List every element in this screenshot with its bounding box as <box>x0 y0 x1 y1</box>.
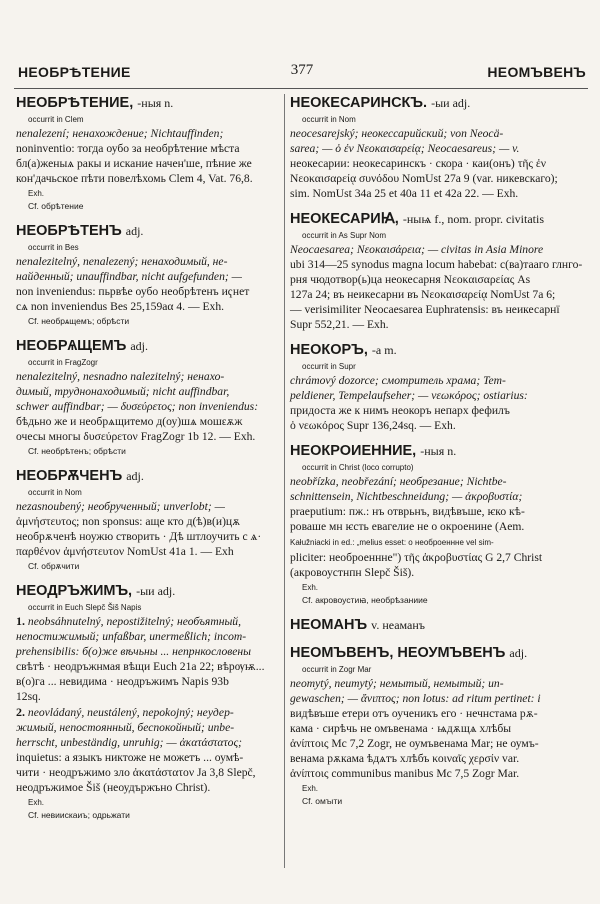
running-head-left: НЕОБРѢТЕНИЕ <box>18 64 131 80</box>
occurrence-note: occurrit in Bes <box>28 243 79 252</box>
headword: НЕОДРЪЖИМЪ, -ыи adj. <box>16 583 176 599</box>
sense-number: 1. <box>16 614 25 628</box>
cross-reference: Cf. необрѣтенъ; обрѣсти <box>28 446 126 456</box>
headword: НЕОБРѢТЕНЪ adj. <box>16 223 144 239</box>
entry-neokor <box>290 341 588 433</box>
entry-neobrestem <box>16 337 286 458</box>
entry-neokesaria <box>290 210 588 332</box>
page-number: 377 <box>290 62 314 78</box>
entry-neobreten <box>16 222 286 328</box>
headword: НЕОБРѢТЕНИЕ, -ныя n. <box>16 95 174 111</box>
occurrence-note: occurrit in Nom <box>28 488 82 497</box>
definition: neocesarejský; неокессарийский; von Neocä- sarea; — ὁ ἐν Νεοκαισαρείᾳ; Neocaesareus; — v. неокесарии: неокесаринскъ · скора · каи(онъ) τῆς ἐν Νεοκαισαρείᾳ συνόδου NomUst 27a 9 (var. никевскаго); sim. NomUst 34a 25 et 40a 11 et 42a 22. — Exh. <box>290 127 558 200</box>
running-head-right: НЕОМЪВЕНЪ <box>487 64 586 80</box>
cross-reference: Cf. необрѧщемъ; обрѣсти <box>28 316 130 326</box>
cross-reference: Cf. обрѫчити <box>28 561 80 571</box>
headword: НЕОКЕСАРИНСКЪ. -ыи adj. <box>290 95 471 111</box>
exhaustive-mark: Exh. <box>302 784 319 793</box>
definition: neobřízka, neobřezání; необрезание; Nichtbe- schnittensein, Nichtbeschneidung; — ἀκροβυστία; praeputium: пж.: нъ отврьнъ, видѣвъше, ѥко кѣ- роваше мн ѥсть евагелие не о окроенине (Aem. Kałužniacki in ed.: „melius esset: о необроеннне vel sim- pliciter: необроеннне") τῆς ἀκροβυστίας G 2,7 Christ (акровоустнпн Slepč Šiš). <box>290 475 543 579</box>
definition: nenalezení; ненахождение; Nichtauffinden; noninventio: тогда оубо за необрѣтение мѣста бл(а)женыѧ ракы и искание начен'ше, пѣние же кон'дачьское пѣти повелѣхомь Clem 4, Vat. 76,8. <box>16 127 253 185</box>
definition: neomytý, neumytý; немытый, немытый; un- gewaschen; — ἄνιπτος; non lotus: ad ritum pertinet: і видѣвъше етери отъ оученикъ его · нечнстама рѫ- кама · сирѣчь не омъвенама · ѩдѫщѧ хлѣбы ἀνίπτοις Mc 7,2 Zogr, не оумъвенама Mar; не оумъ- венама рѫкама ѣдѧтъ хлѣбъ κοιναῖς χερσίν var. ἀνίπτοις communibus manibus Mc 7,5 Zogr Mar. <box>290 677 541 780</box>
headword: НЕОМЪВЕНЪ, НЕОУМЪВЕНЪ adj. <box>290 645 528 661</box>
cross-reference: Cf. невиискаиъ; одрьжати <box>28 810 130 820</box>
headword: НЕОКРОИЕННИЕ, -ныя n. <box>290 443 457 459</box>
sense-1: 1. neobsáhnutelný, nepostižitelný; необъятный, непостижимый; unfaßbar, unermeßlich; incom- prehensibilis: б(о)жe вѣчьны ... непрнкословены свѣтѣ · неодръжнмая вѣщи Euch 21a 22; вѣрѹѭ... в(о)га ... невидима · неодръжимъ Napis 93b 12sq. <box>16 614 265 703</box>
entry-neobretenie <box>16 94 286 213</box>
entry-neomoven <box>290 644 588 808</box>
entry-neokesarinsk <box>290 94 588 201</box>
entry-neoman <box>290 616 588 635</box>
running-head <box>18 62 586 86</box>
entry-neodrzim <box>16 582 286 822</box>
right-column <box>290 94 588 817</box>
cross-reference: Cf. обрѣтение <box>28 201 84 211</box>
definition: nezasnoubený; необрученный; unverlobt; — ἀμνήστευτος; non sponsus: аще кто д(ѣ)в(и)цѫ необрѫченѣ ноужю створить · Дѣ штлоучить с ѧ· παρθένον ἀμνήστευτον NomUst 41a 1. — Exh <box>16 500 262 558</box>
exhaustive-mark: Exh. <box>28 798 45 807</box>
definition: nenalezitelný, nenalezený; ненаходимый, не- найденный; unauffindbar, nicht aufgefunden; — non inveniendus: пьрвѣе оубо необрѣтенъ иҁнет сѧ non inveniendus Bes 25,159aα 4. — Exh. <box>16 255 250 313</box>
sense-number: 2. <box>16 705 25 719</box>
cross-reference: Cf. акровоустиꙗ, необрѣзаниие <box>302 595 428 605</box>
definition: Neocaesarea; Νεοκαισάρεια; — civitas in Asia Minore ubi 314—25 synodus magna locum habebat: с(ва)тааго глнго- рня чюдотвор(ь)ца неокесарня Νεοκαισαρείας As 127a 24; въ неикесарни въ Νεοκαισαρείᾳ NomUst 7a 6; — verisimiliter Neocaesarea Euphratensis: въ неикесарнї Supr 552,21. — Exh. <box>290 243 583 331</box>
header-rule <box>14 88 588 89</box>
headword: НЕОКЕСАРИꙖ, -ныѩ f., nom. propr. civitatis <box>290 211 544 227</box>
occurrence-note: occurrit in Euch Slepč Šiš Napis <box>28 603 142 612</box>
occurrence-note: occurrit in Clem <box>28 115 84 124</box>
headword: НЕОБРѦЩЕМЪ adj. <box>16 338 149 354</box>
headword: НЕОБРѪЧЕНЪ adj. <box>16 468 144 484</box>
entry-neobrucen <box>16 467 286 573</box>
occurrence-note: occurrit in Nom <box>302 115 356 124</box>
cross-reference: Cf. омꙑти <box>302 796 343 806</box>
headword: НЕОКОРЪ, -а m. <box>290 342 397 358</box>
occurrence-note: occurrit in As Supr Nom <box>302 231 387 240</box>
sense-2: 2. neovládaný, neustálený, nepokojný; неудер- жимый, непостоянный, беспокойный; unbe- herrscht, unbeständig, unruhig; — ἀκατάστατος; inquietus: а языкъ никтоже не можетъ ... оумѣ- чити · неодръжимо зло ἀκατάστατον Ja 3,8 Slepč, неодръжимое Šiš (неоудържъно Christ). <box>16 705 256 794</box>
occurrence-note: occurrit in FragZogr <box>28 358 98 367</box>
exhaustive-mark: Exh. <box>302 583 319 592</box>
occurrence-note: occurrit in Zogr Mar <box>302 665 372 674</box>
exhaustive-mark: Exh. <box>28 189 45 198</box>
headword: НЕОМАНЪ v. неаманъ <box>290 617 425 633</box>
entry-neokroenie <box>290 442 588 607</box>
occurrence-note: occurrit in Supr <box>302 362 356 371</box>
definition: chrámový dozorce; смотритель храма; Tem- peldiener, Tempelaufseher; — νεωκόρος; ostiarius: придоста же к нимъ неокоръ непарх фефилъ ὁ νεωκόρος Supr 136,24sq. — Exh. <box>290 374 528 432</box>
occurrence-note: occurrit in Christ (loco corrupto) <box>302 463 414 472</box>
left-column <box>16 94 286 831</box>
definition: nenalezitelný, nesnadno nalezitelný; ненахо- димый, труднонаходимый; nicht auffindbar, schwer auffindbar; — δυσεύρετος; non inveniendus: бѣдьно же и необрѧщитемо д(оу)шѧ мошԑѫж очесы многы δυσεύρετον FragZogr 1b 12. — Exh. <box>16 370 259 443</box>
